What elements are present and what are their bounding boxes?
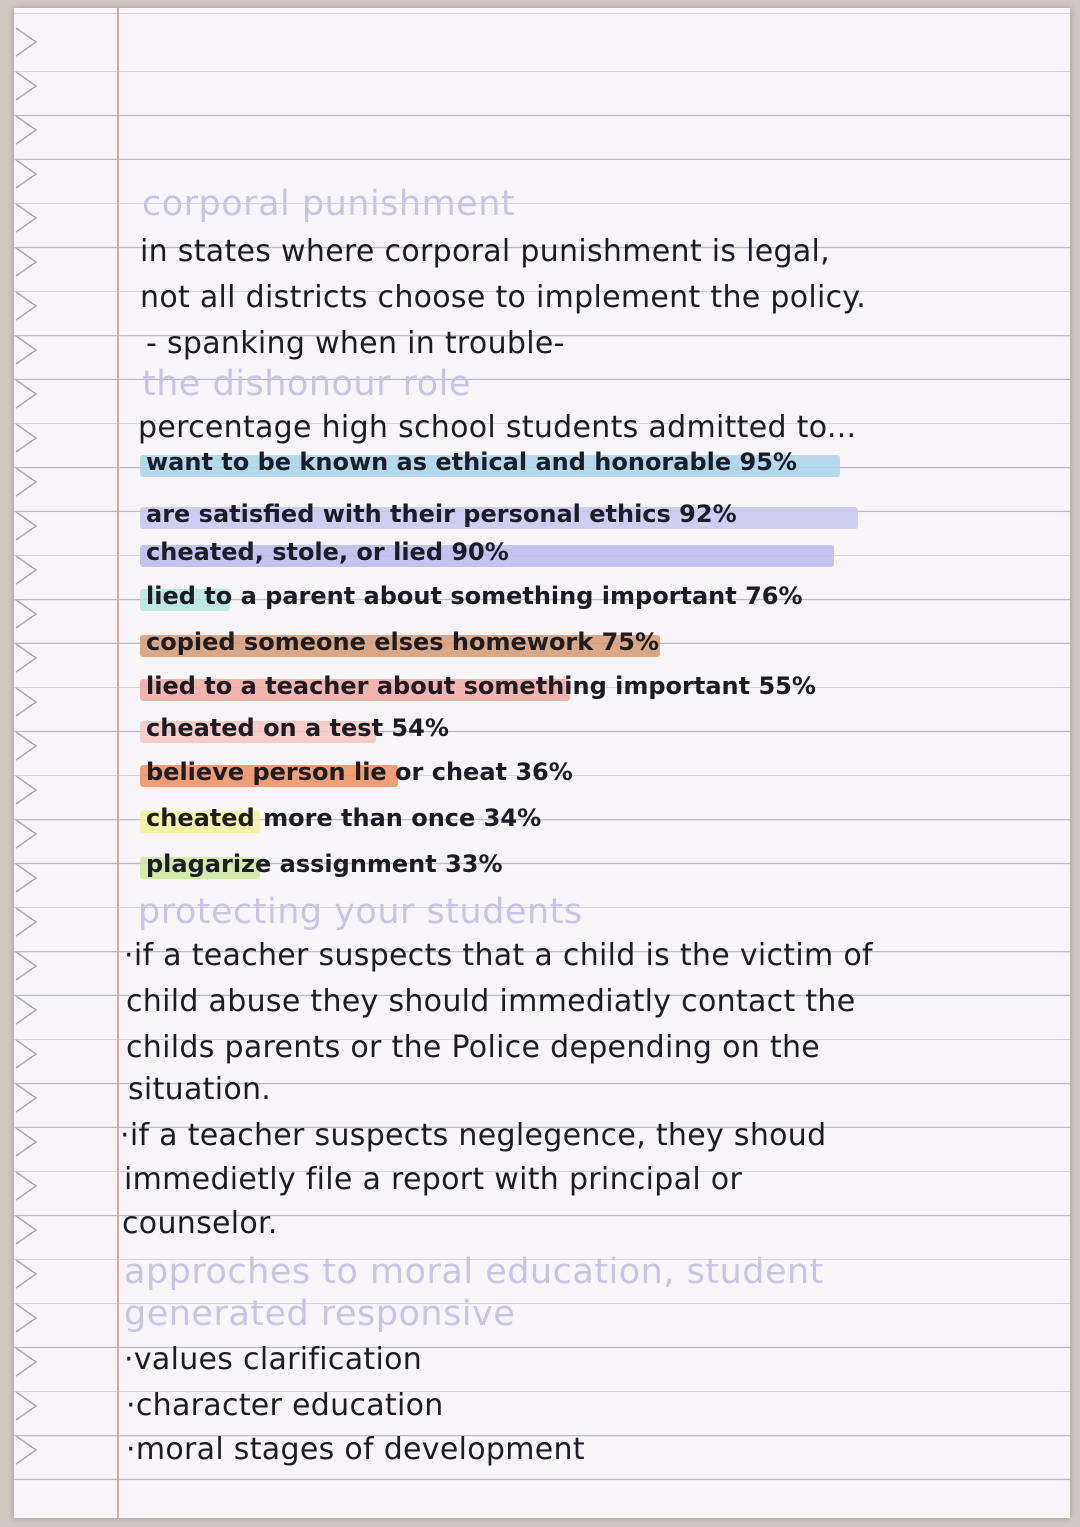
- stat-label: want to be known as ethical and honorable 95%: [146, 448, 797, 476]
- stat-label: lied to a teacher about something important 55%: [146, 672, 816, 700]
- protecting-line-5: ·if a teacher suspects neglegence, they shoud: [120, 1118, 827, 1153]
- protecting-line-6: immedietly file a report with principal or: [124, 1162, 743, 1197]
- approach-item-1: ·values clarification: [124, 1342, 423, 1377]
- margin-line: [117, 8, 119, 1518]
- stat-label: copied someone elses homework 75%: [146, 628, 660, 656]
- notebook-page: [14, 8, 1070, 1518]
- spiral-binding: [14, 8, 44, 1518]
- stat-label: lied to a parent about something important 76%: [146, 582, 803, 610]
- stat-label: cheated more than once 34%: [146, 804, 542, 832]
- approach-item-3: ·moral stages of development: [126, 1432, 585, 1467]
- heading-approaches-2: generated responsive: [124, 1294, 516, 1334]
- heading-approaches-1: approches to moral education, student: [124, 1252, 824, 1292]
- protecting-line-3: childs parents or the Police depending on the: [126, 1030, 821, 1065]
- stat-label: plagarize assignment 33%: [146, 850, 503, 878]
- protecting-line-7: counselor.: [122, 1206, 278, 1241]
- corporal-line-3: - spanking when in trouble-: [146, 326, 565, 361]
- stats-intro: percentage high school students admitted to...: [138, 410, 857, 445]
- protecting-line-1: ·if a teacher suspects that a child is the victim of: [124, 938, 873, 973]
- protecting-line-2: child abuse they should immediatly contact the: [126, 984, 856, 1019]
- heading-dishonour-role: the dishonour role: [142, 364, 471, 404]
- protecting-line-4: situation.: [128, 1072, 272, 1107]
- stat-label: cheated on a test 54%: [146, 714, 449, 742]
- corporal-line-2: not all districts choose to implement the policy.: [140, 280, 867, 315]
- stat-label: cheated, stole, or lied 90%: [146, 538, 509, 566]
- stat-label: are satisfied with their personal ethics 92%: [146, 500, 737, 528]
- stat-label: believe person lie or cheat 36%: [146, 758, 573, 786]
- heading-protecting-students: protecting your students: [138, 892, 583, 932]
- heading-corporal-punishment: corporal punishment: [142, 184, 516, 224]
- approach-item-2: ·character education: [126, 1388, 444, 1423]
- corporal-line-1: in states where corporal punishment is legal,: [140, 234, 831, 269]
